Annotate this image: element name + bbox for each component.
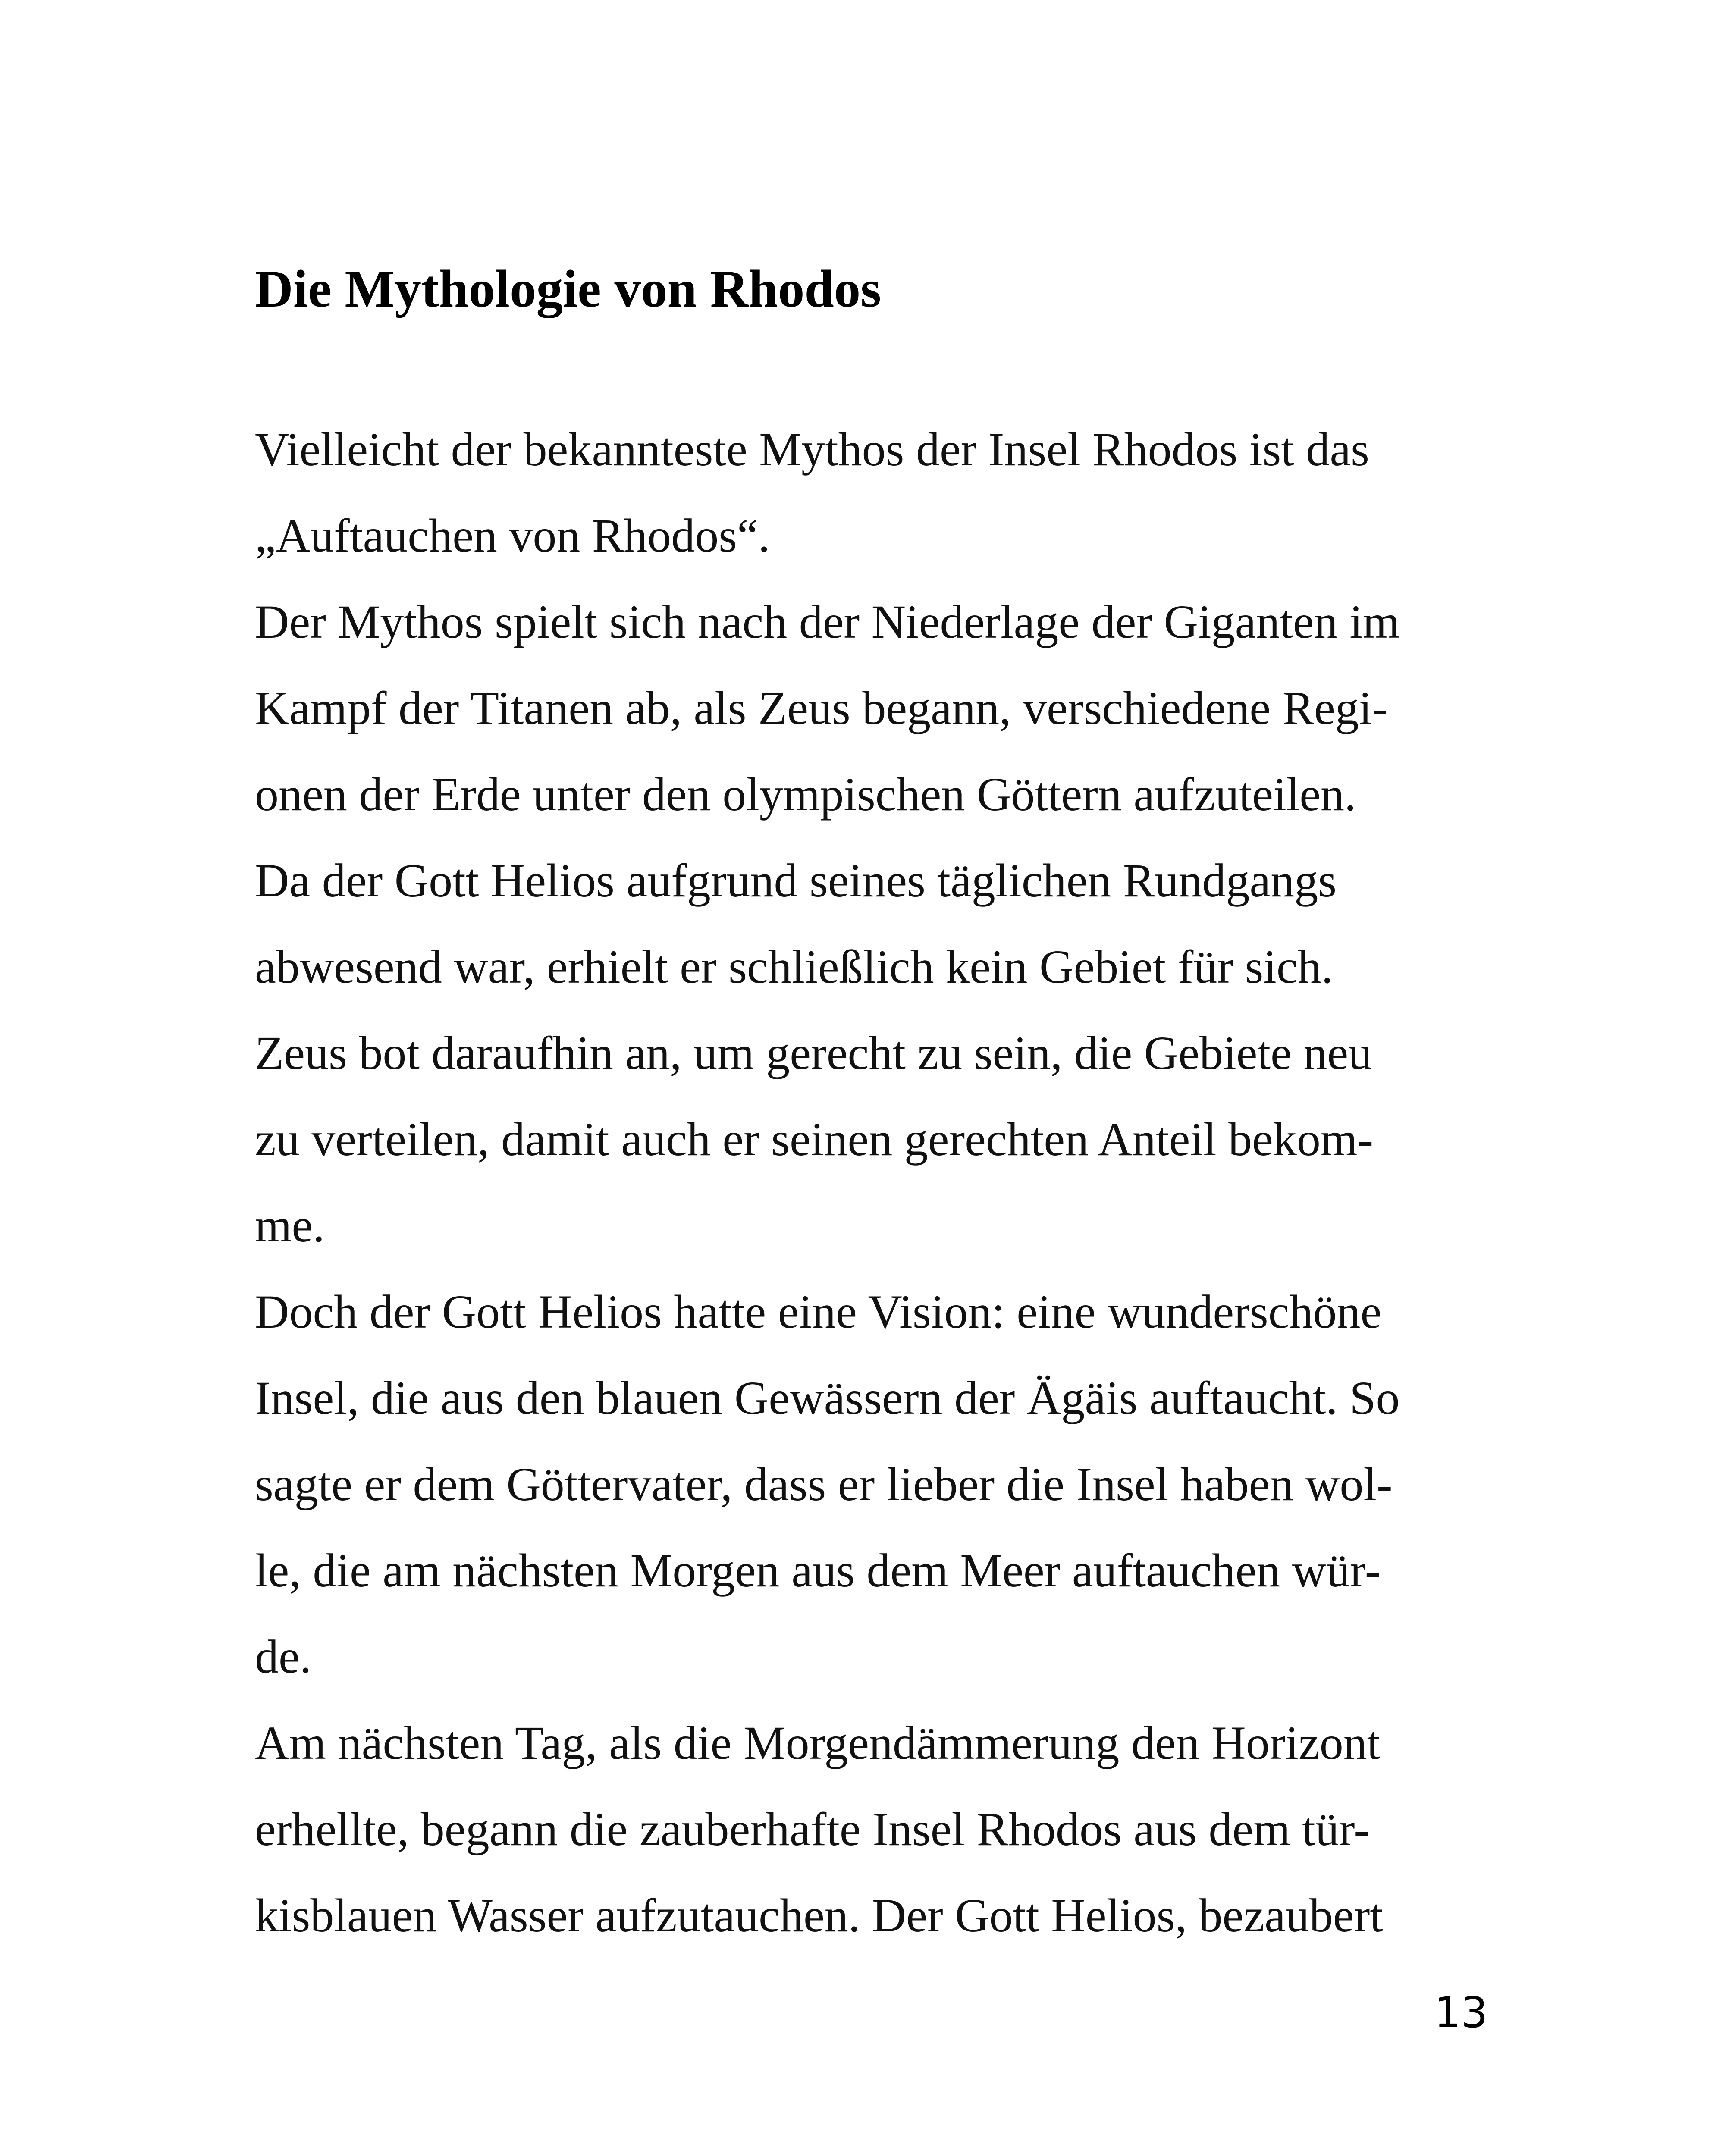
page-number: 13 [1434, 1988, 1488, 2037]
text-line: Vielleicht der bekannteste Mythos der Insel Rhodos ist das [255, 423, 1369, 476]
text-line: Insel, die aus den blauen Gewässern der Ägäis auftaucht. So [255, 1372, 1400, 1424]
text-line: „Auftauchen von Rhodos“. [255, 509, 770, 562]
text-line: de. [255, 1630, 312, 1683]
chapter-title: Die Mythologie von Rhodos [255, 259, 882, 318]
text-line: abwesend war, erhielt er schließlich kein Gebiet für sich. [255, 940, 1334, 993]
text-line: sagte er dem Göttervater, dass er lieber die Insel haben wol- [255, 1458, 1393, 1510]
body-text [255, 406, 1506, 1959]
text-line: le, die am nächsten Morgen aus dem Meer auftauchen wür- [255, 1544, 1381, 1597]
text-line: Zeus bot daraufhin an, um gerecht zu sein, die Gebiete neu [255, 1027, 1372, 1079]
text-line: erhellte, begann die zauberhafte Insel Rhodos aus dem tür- [255, 1803, 1370, 1855]
text-line: kisblauen Wasser aufzutauchen. Der Gott Helios, bezaubert [255, 1889, 1383, 1942]
text-line: onen der Erde unter den olympischen Göttern aufzuteilen. [255, 768, 1356, 821]
text-line: Da der Gott Helios aufgrund seines täglichen Rundgangs [255, 854, 1337, 907]
text-line: Doch der Gott Helios hatte eine Vision: eine wunderschöne [255, 1285, 1382, 1338]
text-line: Am nächsten Tag, als die Morgendämmerung den Horizont [255, 1717, 1381, 1769]
text-line: Der Mythos spielt sich nach der Niederlage der Giganten im [255, 595, 1400, 648]
text-line: me. [255, 1199, 325, 1252]
text-line: zu verteilen, damit auch er seinen gerechten Anteil bekom- [255, 1113, 1374, 1166]
text-line: Kampf der Titanen ab, als Zeus begann, verschiedene Regi- [255, 682, 1388, 734]
